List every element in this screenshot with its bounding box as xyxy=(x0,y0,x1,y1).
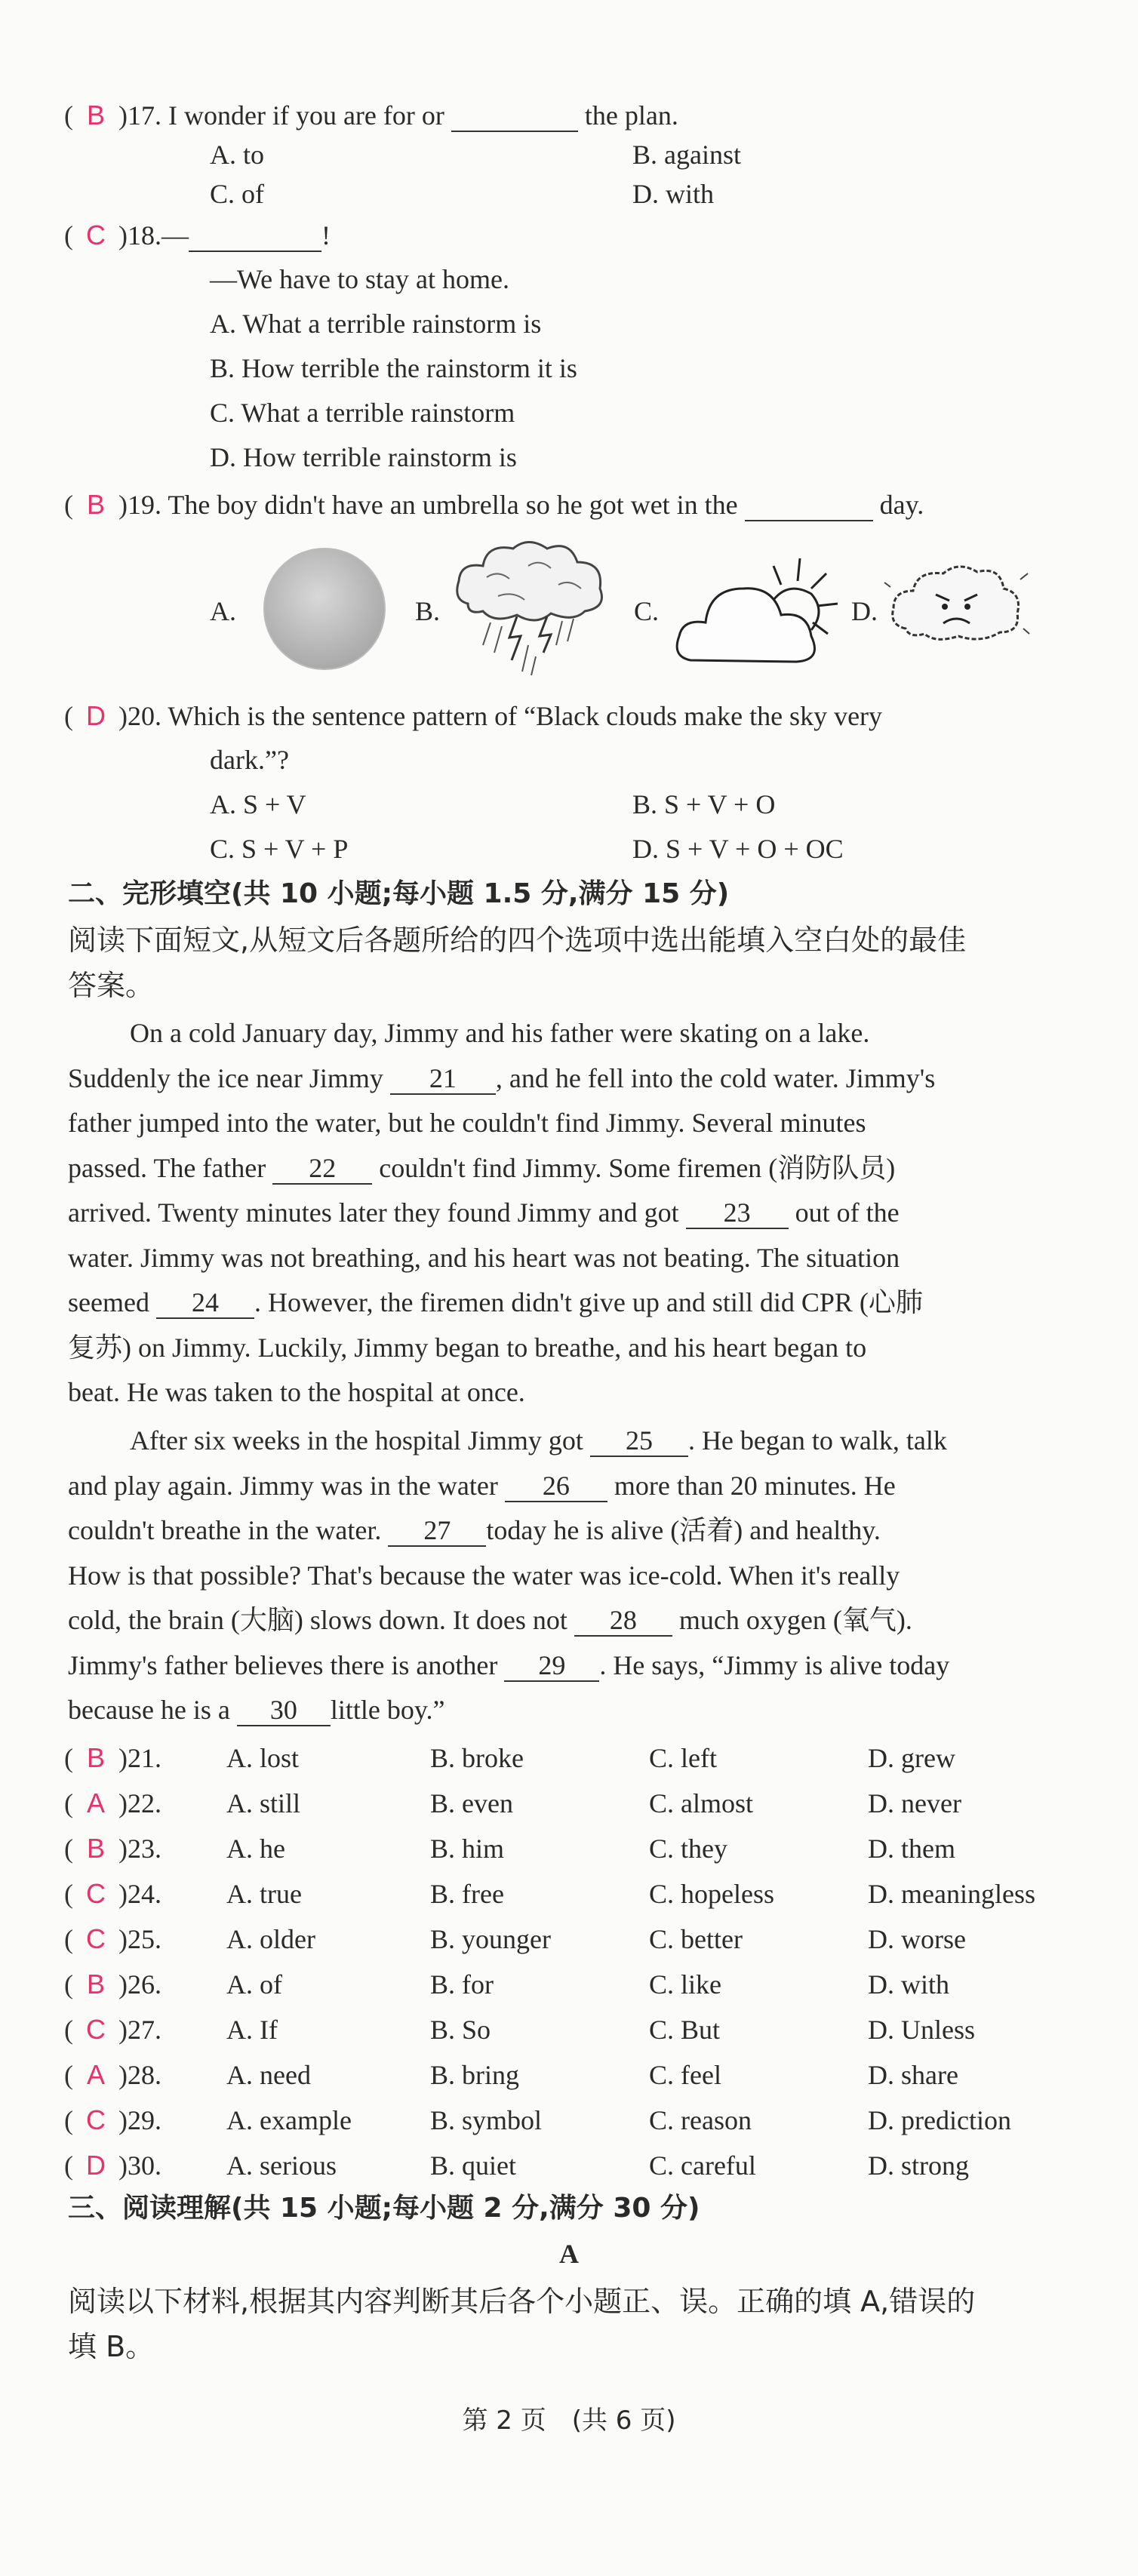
blank-29: 29 xyxy=(504,1650,599,1682)
blank xyxy=(745,490,873,521)
option-21c: C. left xyxy=(649,1743,717,1773)
option-row-28 xyxy=(64,2052,1072,2098)
option-row-number: ( B )23. xyxy=(64,1826,161,1871)
option-row-23 xyxy=(64,1826,1072,1871)
answer-23: B xyxy=(86,1833,105,1864)
blank-27: 27 xyxy=(388,1515,486,1547)
answer-24: C xyxy=(86,1878,106,1909)
option-row-number: ( C )27. xyxy=(64,2007,161,2052)
option-row-number: ( C )25. xyxy=(64,1917,161,1962)
option-24d: D. meaningless xyxy=(868,1879,1035,1909)
option-row-number: ( B )26. xyxy=(64,1962,161,2007)
option-17c: C. of xyxy=(210,179,264,209)
answer-27: C xyxy=(86,2014,106,2045)
option-row-26 xyxy=(64,1962,1072,2007)
blank-26: 26 xyxy=(505,1471,607,1502)
answer-30: D xyxy=(86,2150,106,2181)
option-row-number: ( A )22. xyxy=(64,1781,161,1826)
option-row-21 xyxy=(64,1735,1072,1781)
option-23a: A. he xyxy=(226,1834,285,1864)
option-26b: B. for xyxy=(430,1969,494,2000)
answer-22: A xyxy=(86,1788,105,1818)
option-20a: A. S + V xyxy=(210,789,306,819)
blank-25: 25 xyxy=(590,1425,688,1457)
question-18: ( C )18.— ! xyxy=(64,215,331,256)
option-row-24 xyxy=(64,1871,1072,1917)
answer-19: B xyxy=(86,489,105,520)
option-24a: A. true xyxy=(226,1879,302,1909)
option-17b: B. against xyxy=(632,140,741,170)
option-26c: C. like xyxy=(649,1969,721,2000)
part-a-label: A xyxy=(559,2239,579,2269)
section-2-instruction: 阅读下面短文,从短文后各题所给的四个选项中选出能填入空白处的最佳 xyxy=(68,924,967,957)
answer-25: C xyxy=(86,1923,106,1954)
option-19a-label: A. xyxy=(210,596,236,626)
question-20-cont: dark.”? xyxy=(210,745,289,775)
option-28a: A. need xyxy=(226,2060,311,2090)
option-30d: D. strong xyxy=(868,2150,969,2181)
option-20b: B. S + V + O xyxy=(632,789,776,819)
answer-29: C xyxy=(86,2104,106,2135)
option-27d: D. Unless xyxy=(868,2015,975,2045)
option-row-22 xyxy=(64,1781,1072,1826)
section-2-instruction-2: 答案。 xyxy=(68,969,155,1002)
option-17d: D. with xyxy=(632,179,714,209)
option-27b: B. So xyxy=(430,2015,491,2045)
option-row-number: ( C )24. xyxy=(64,1871,161,1917)
option-row-number: ( D )30. xyxy=(64,2143,161,2188)
option-row-25 xyxy=(64,1917,1072,1962)
option-30c: C. careful xyxy=(649,2150,756,2181)
option-30a: A. serious xyxy=(226,2150,337,2181)
option-28c: C. feel xyxy=(649,2060,721,2090)
blank xyxy=(189,220,321,252)
section-3-instruction: 阅读以下材料,根据其内容判断其后各个小题正、误。正确的填 A,错误的 xyxy=(68,2285,976,2318)
option-24b: B. free xyxy=(430,1879,504,1909)
option-29a: A. example xyxy=(226,2105,352,2135)
option-20c: C. S + V + P xyxy=(210,834,349,864)
option-27c: C. But xyxy=(649,2015,721,2045)
option-27a: A. If xyxy=(226,2015,278,2045)
option-18a: A. What a terrible rainstorm is xyxy=(210,309,542,339)
page-footer: 第 2 页 (共 6 页) xyxy=(462,2405,676,2436)
option-21d: D. grew xyxy=(868,1743,955,1773)
option-29c: C. reason xyxy=(649,2105,752,2135)
section-2-heading: 二、完形填空(共 10 小题;每小题 1.5 分,满分 15 分) xyxy=(68,878,730,909)
storm-cloud-icon xyxy=(445,532,619,683)
answer-26: B xyxy=(86,1969,105,2000)
answer-21: B xyxy=(86,1742,105,1773)
option-25a: A. older xyxy=(226,1924,315,1954)
option-18b: B. How terrible the rainstorm it is xyxy=(210,353,577,383)
option-29d: D. prediction xyxy=(868,2105,1011,2135)
option-26d: D. with xyxy=(868,1969,949,2000)
answer-20: D xyxy=(86,700,106,731)
section-3-instruction-2: 填 B。 xyxy=(68,2330,155,2363)
option-17a: A. to xyxy=(210,140,264,170)
reply-18: —We have to stay at home. xyxy=(210,264,509,294)
angry-cloud-icon xyxy=(883,557,1030,651)
option-18d: D. How terrible rainstorm is xyxy=(210,442,517,472)
blank-28: 28 xyxy=(574,1605,672,1637)
option-28b: B. bring xyxy=(430,2060,520,2090)
option-row-number: ( C )29. xyxy=(64,2098,161,2143)
question-17: ( B )17. I wonder if you are for or the plan. xyxy=(64,95,678,136)
answer-18: C xyxy=(86,220,106,251)
option-18c: C. What a terrible rainstorm xyxy=(210,398,515,428)
option-19c-label: C. xyxy=(634,596,660,626)
option-29b: B. symbol xyxy=(430,2105,543,2135)
option-22c: C. almost xyxy=(649,1788,754,1818)
blank-21: 21 xyxy=(390,1063,496,1095)
option-24c: C. hopeless xyxy=(649,1879,774,1909)
option-19d-label: D. xyxy=(851,596,878,626)
section-3-heading: 三、阅读理解(共 15 小题;每小题 2 分,满分 30 分) xyxy=(68,2193,700,2224)
blank-30: 30 xyxy=(237,1695,331,1726)
passage-paragraph-2: After six weeks in the hospital Jimmy got 25 . He began to walk, talk and play again. Jimmy was in the water 26 more than 20 minutes. He couldn't breathe in the water. 27 today he is alive (活着) and healthy. How is that possible? That's because the water was ice-cold. When it's really cold, the brain (大脑) slows down. It does not 28 much oxygen (氧气). Jimmy's father believes there is another 29 . He says, “Jimmy is alive today because he is a 30 little boy.” xyxy=(68,1425,950,1725)
blank-23: 23 xyxy=(686,1197,789,1229)
option-23c: C. they xyxy=(649,1834,727,1864)
option-25c: C. better xyxy=(649,1924,743,1954)
option-21b: B. broke xyxy=(430,1743,524,1773)
option-row-30 xyxy=(64,2143,1072,2188)
option-25d: D. worse xyxy=(868,1924,966,1954)
answer-17: B xyxy=(86,100,105,131)
option-21a: A. lost xyxy=(226,1743,300,1773)
option-row-27 xyxy=(64,2007,1072,2052)
answer-28: A xyxy=(86,2059,105,2090)
blank-24: 24 xyxy=(156,1287,254,1319)
option-26a: A. of xyxy=(226,1969,282,2000)
question-19: ( B )19. The boy didn't have an umbrella so he got wet in the day. xyxy=(64,484,924,525)
blank-22: 22 xyxy=(272,1153,372,1185)
option-28d: D. share xyxy=(868,2060,958,2090)
option-22d: D. never xyxy=(868,1788,961,1818)
option-20d: D. S + V + O + OC xyxy=(632,834,844,864)
option-19b-label: B. xyxy=(415,596,441,626)
option-22b: B. even xyxy=(430,1788,513,1818)
option-row-29 xyxy=(64,2098,1072,2143)
option-row-number: ( B )21. xyxy=(64,1735,161,1781)
cloud-sun-icon xyxy=(668,547,845,672)
option-row-number: ( A )28. xyxy=(64,2052,161,2098)
option-23b: B. him xyxy=(430,1834,505,1864)
sun-icon xyxy=(260,543,389,675)
option-22a: A. still xyxy=(226,1788,301,1818)
passage-paragraph-1: On a cold January day, Jimmy and his father were skating on a lake. Suddenly the ice near Jimmy 21 , and he fell into the cold water. Jimmy's father jumped into the water, but he couldn't find Jimmy. Several minutes passed. The father 22 couldn't find Jimmy. Some firemen (消防队员) arrived. Twenty minutes later they found Jimmy and got 23 out of the water. Jimmy was not breathing, and his heart was not beating. The situation seemed 24 . However, the firemen didn't give up and still did CPR (心肺 复苏) on Jimmy. Luckily, Jimmy began to breathe, and his heart began to beat. He was taken to the hospital at once. xyxy=(68,1018,936,1407)
option-23d: D. them xyxy=(868,1834,955,1864)
blank xyxy=(451,100,578,132)
option-25b: B. younger xyxy=(430,1924,551,1954)
option-30b: B. quiet xyxy=(430,2150,516,2181)
question-20: ( D )20. Which is the sentence pattern of “Black clouds make the sky very xyxy=(64,696,1068,736)
